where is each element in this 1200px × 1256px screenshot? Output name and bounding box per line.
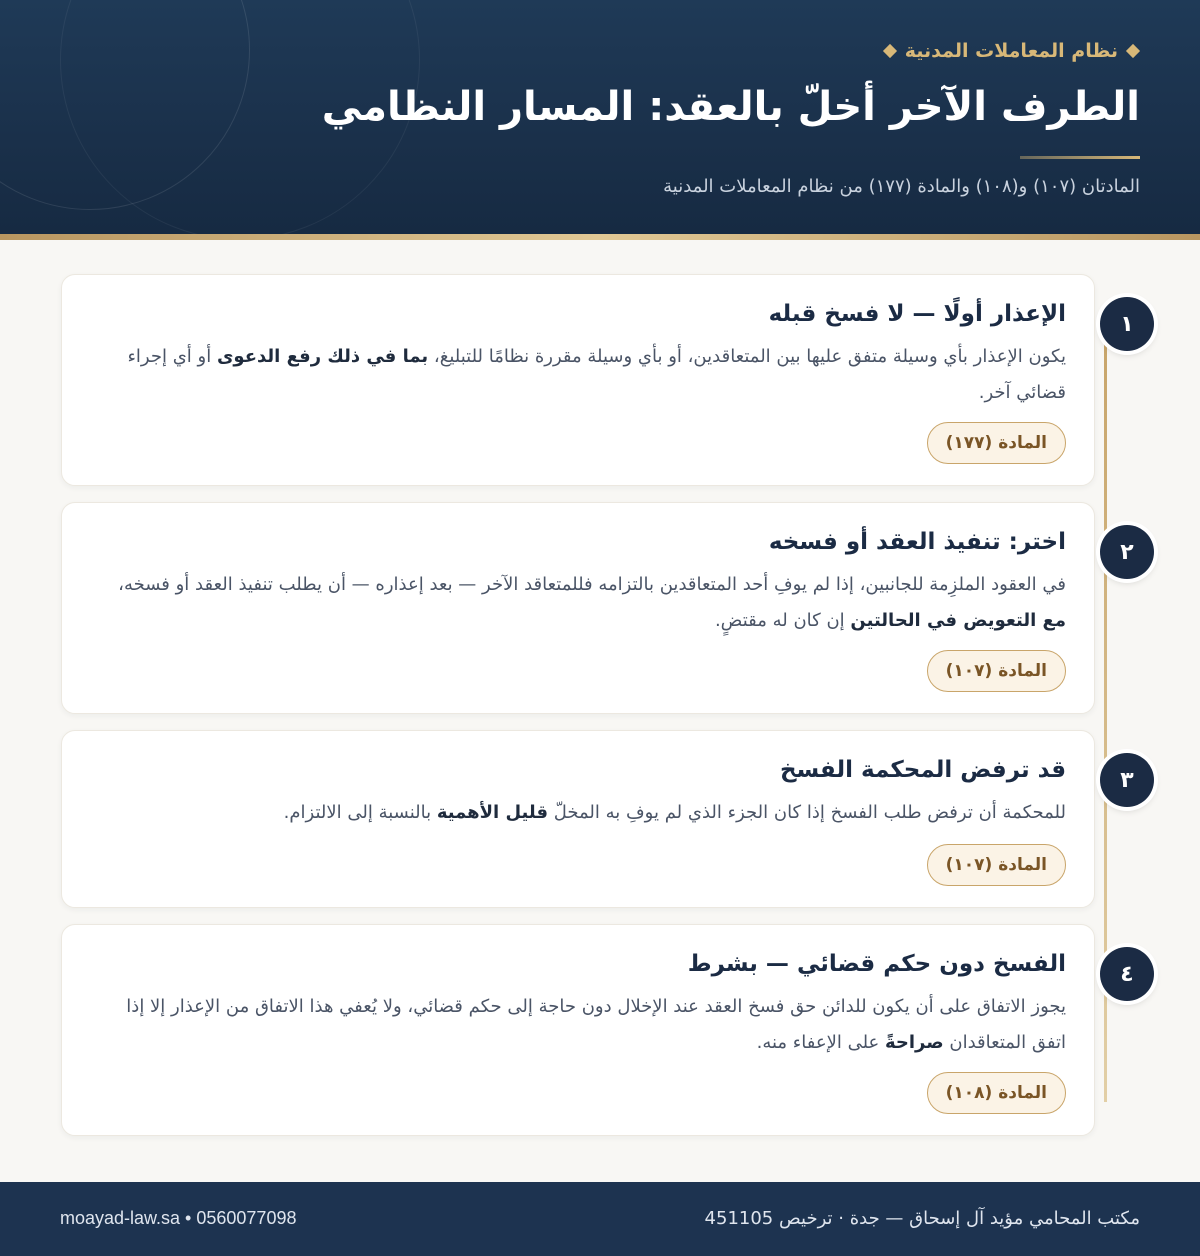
step-emphasis: قليل الأهمية [436, 802, 549, 823]
kicker-label: نظام المعاملات المدنية [904, 40, 1118, 62]
step-emphasis: صراحةً [885, 1032, 944, 1053]
step-body: يكون الإعذار بأي وسيلة متفق عليها بين المتعاقدين، أو بأي وسيلة مقررة نظامًا للتبليغ، بما في ذلك رفع الدعوى أو أي إجراء قضائي آخر. [127, 346, 1066, 403]
step-card-2 [61, 502, 1095, 714]
step-card-4 [61, 924, 1095, 1136]
article-badge: المادة (١٠٧) [927, 650, 1066, 692]
step-emphasis: بما في ذلك رفع الدعوى [216, 346, 429, 367]
step-title: قد ترفض المحكمة الفسخ [779, 757, 1066, 783]
article-badge: المادة (١٠٧) [927, 844, 1066, 886]
step-number-3: ٣ [1100, 753, 1154, 807]
page-header [0, 0, 1200, 234]
step-body: يجوز الاتفاق على أن يكون للدائن حق فسخ العقد عند الإخلال دون حاجة إلى حكم قضائي، ولا يُعفي هذا الاتفاق من الإعذار إلا إذا اتفق المتعاقدان صراحةً على الإعفاء منه. [126, 996, 1066, 1053]
step-title: اختر: تنفيذ العقد أو فسخه [768, 529, 1066, 555]
office-info: مكتب المحامي مؤيد آل إسحاق — جدة · ترخيص 451105 [704, 1208, 1140, 1229]
step-number-2: ٢ [1100, 525, 1154, 579]
article-badge: المادة (١٠٨) [927, 1072, 1066, 1114]
title-divider [1020, 156, 1140, 159]
step-card-3 [61, 730, 1095, 908]
step-card-1 [61, 274, 1095, 486]
page-subtitle: المادتان (١٠٧) و(١٠٨) والمادة (١٧٧) من نظام المعاملات المدنية [663, 176, 1140, 197]
step-emphasis: مع التعويض في الحالتين [850, 610, 1066, 631]
step-title: الإعذار أولًا — لا فسخ قبله [768, 301, 1066, 327]
header-gold-strip [0, 234, 1200, 240]
page-title: الطرف الآخر أخلّ بالعقد: المسار النظامي [321, 84, 1140, 130]
diamond-icon [1126, 44, 1140, 58]
contact-info[interactable]: moayad-law.sa • 0560077098 [60, 1208, 297, 1228]
step-body: للمحكمة أن ترفض طلب الفسخ إذا كان الجزء الذي لم يوفِ به المخلّ قليل الأهمية بالنسبة إلى الالتزام. [283, 802, 1066, 823]
step-body: في العقود الملزِمة للجانبين، إذا لم يوفِ أحد المتعاقدين بالتزامه فللمتعاقد الآخر — بعد إعذاره — أن يطلب تنفيذ العقد أو فسخه، مع التعويض في الحالتين إن كان له مقتضٍ. [118, 574, 1066, 631]
page-footer [0, 1182, 1200, 1256]
step-number-1: ١ [1100, 297, 1154, 351]
step-number-4: ٤ [1100, 947, 1154, 1001]
diamond-icon [883, 44, 897, 58]
section-kicker [883, 40, 1140, 62]
step-title: الفسخ دون حكم قضائي — بشرط [687, 951, 1066, 977]
article-badge: المادة (١٧٧) [927, 422, 1066, 464]
